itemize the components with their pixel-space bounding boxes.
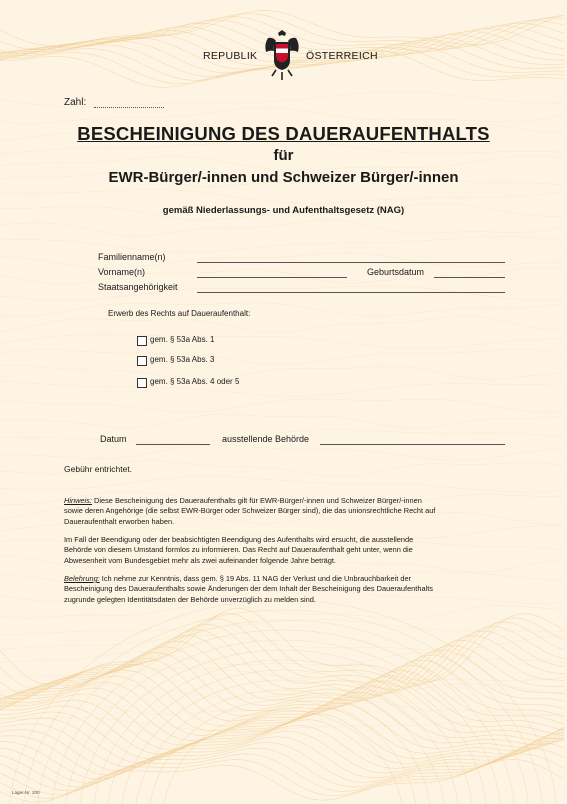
option-53a-abs4-5-label: gem. § 53a Abs. 4 oder 5: [150, 377, 240, 386]
beendigung-line: Behörde von diesem Umstand formlos zu informieren. Das Recht auf Daueraufenthalt geht unter, wenn die: [64, 545, 413, 555]
header-oesterreich: ÖSTERREICH: [306, 50, 378, 62]
datum-label: Datum: [100, 434, 127, 444]
hinweis-label: Hinweis:: [64, 496, 92, 505]
geburtsdatum-field[interactable]: [434, 277, 505, 278]
hinweis-line: sowie deren Angehörige (die selbst EWR-Bürger oder Schweizer Bürger sind), die das unionsrechtliche Recht auf: [64, 506, 436, 516]
austrian-eagle-icon: [262, 26, 302, 82]
erwerb-heading: Erwerb des Rechts auf Daueraufenthalt:: [108, 309, 251, 318]
document-title-fuer: für: [273, 147, 294, 164]
zahl-field[interactable]: [94, 107, 164, 108]
hinweis-line: Daueraufenthalt erworben haben.: [64, 516, 175, 526]
document-title-target: EWR-Bürger/-innen und Schweizer Bürger/-innen: [108, 169, 459, 186]
option-53a-abs3-label: gem. § 53a Abs. 3: [150, 355, 215, 364]
belehrung-line: Ich nehme zur Kenntnis, dass gem. § 19 Abs. 11 NAG der Verlust und die Unbrauchbarkeit der: [99, 574, 412, 583]
behoerde-field[interactable]: [320, 444, 505, 445]
geburtsdatum-label: Geburtsdatum: [367, 267, 425, 277]
datum-field[interactable]: [136, 444, 210, 445]
familienname-field[interactable]: [197, 262, 505, 263]
checkbox-53a-abs1[interactable]: [137, 336, 147, 346]
beendigung-line: Im Fall der Beendigung oder der beabsichtigten Beendigung des Aufenthalts wird ersucht, die ausstellende: [64, 535, 414, 544]
staatsangehoerigkeit-label: Staatsangehörigkeit: [98, 282, 178, 292]
belehrung-paragraph: [64, 574, 504, 605]
header-republik: REPUBLIK: [203, 50, 258, 62]
checkbox-53a-abs4-5[interactable]: [137, 378, 147, 388]
document-subtitle: gemäß Niederlassungs- und Aufenthaltsgesetz (NAG): [162, 205, 405, 216]
lager-nr: Lager-Nr. 200: [12, 790, 40, 795]
behoerde-label: ausstellende Behörde: [222, 434, 310, 444]
vorname-field[interactable]: [197, 277, 347, 278]
belehrung-line: Bescheinigung des Daueraufenthalts sowie Änderungen der dem Inhalt der Bescheinigung des Daueraufenthalts: [64, 584, 433, 594]
hinweis-line: Diese Bescheinigung des Daueraufenthalts gilt für EWR-Bürger/-innen und Schweizer Bürger/-innen: [91, 496, 422, 505]
zahl-label: Zahl:: [64, 97, 87, 108]
document-title: BESCHEINIGUNG DES DAUERAUFENTHALTS: [77, 123, 490, 144]
belehrung-label: Belehrung:: [64, 574, 100, 583]
belehrung-line: zugrunde gelegten Identitätsdaten der Behörde unverzüglich zu melden sind.: [64, 594, 316, 604]
option-53a-abs1-label: gem. § 53a Abs. 1: [150, 335, 215, 344]
beendigung-line: Abwesenheit vom Bundesgebiet mehr als zwei aufeinander folgende Jahre beträgt.: [64, 555, 336, 565]
staatsangehoerigkeit-field[interactable]: [197, 292, 505, 293]
checkbox-53a-abs3[interactable]: [137, 356, 147, 366]
hinweis-paragraph: [64, 496, 504, 527]
vorname-label: Vorname(n): [98, 267, 146, 277]
familienname-label: Familienname(n): [98, 252, 166, 262]
gebuehr-text: Gebühr entrichtet.: [64, 464, 133, 474]
beendigung-paragraph: [64, 535, 504, 566]
